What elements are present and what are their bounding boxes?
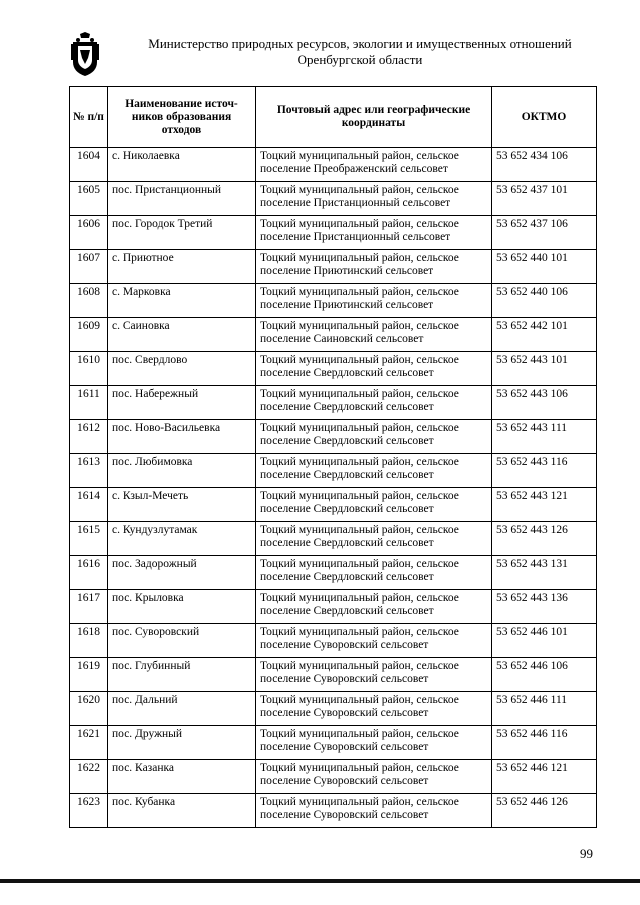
- cell-address: Тоцкий муниципальный район, сельское поселение Пристанционный сельсовет: [256, 216, 492, 250]
- page-number: 99: [580, 846, 593, 861]
- cell-oktmo: 53 652 443 121: [492, 488, 597, 522]
- cell-name: пос. Глубинный: [108, 658, 256, 692]
- cell-address: Тоцкий муниципальный район, сельское поселение Суворовский сельсовет: [256, 624, 492, 658]
- cell-address: Тоцкий муниципальный район, сельское поселение Пристанционный сельсовет: [256, 182, 492, 216]
- cell-address: Тоцкий муниципальный район, сельское поселение Свердловский сельсовет: [256, 420, 492, 454]
- cell-num: 1604: [70, 148, 108, 182]
- table-row: [70, 624, 597, 658]
- cell-num: 1612: [70, 420, 108, 454]
- cell-oktmo: 53 652 443 101: [492, 352, 597, 386]
- cell-name: пос. Любимовка: [108, 454, 256, 488]
- cell-num: 1622: [70, 760, 108, 794]
- cell-address: Тоцкий муниципальный район, сельское поселение Свердловский сельсовет: [256, 454, 492, 488]
- cell-oktmo: 53 652 446 126: [492, 794, 597, 828]
- table-row: [70, 420, 597, 454]
- cell-oktmo: 53 652 437 101: [492, 182, 597, 216]
- ministry-title-line1: Министерство природных ресурсов, экологии и имущественных отношений: [148, 36, 572, 51]
- cell-address: Тоцкий муниципальный район, сельское поселение Свердловский сельсовет: [256, 590, 492, 624]
- table-row: [70, 488, 597, 522]
- cell-name: с. Саиновка: [108, 318, 256, 352]
- cell-num: 1615: [70, 522, 108, 556]
- ministry-title: [110, 36, 610, 68]
- cell-name: пос. Суворовский: [108, 624, 256, 658]
- table-row: [70, 590, 597, 624]
- cell-oktmo: 53 652 443 106: [492, 386, 597, 420]
- cell-num: 1616: [70, 556, 108, 590]
- cell-address: Тоцкий муниципальный район, сельское поселение Свердловский сельсовет: [256, 522, 492, 556]
- cell-address: Тоцкий муниципальный район, сельское поселение Суворовский сельсовет: [256, 726, 492, 760]
- cell-name: пос. Набережный: [108, 386, 256, 420]
- cell-oktmo: 53 652 446 111: [492, 692, 597, 726]
- cell-name: пос. Ново-Васильевка: [108, 420, 256, 454]
- footer-rule: [0, 879, 640, 883]
- table-row: [70, 454, 597, 488]
- cell-name: пос. Казанка: [108, 760, 256, 794]
- cell-address: Тоцкий муниципальный район, сельское поселение Суворовский сельсовет: [256, 794, 492, 828]
- cell-oktmo: 53 652 446 101: [492, 624, 597, 658]
- cell-name: пос. Дружный: [108, 726, 256, 760]
- cell-name: пос. Задорожный: [108, 556, 256, 590]
- cell-num: 1611: [70, 386, 108, 420]
- cell-name: пос. Кубанка: [108, 794, 256, 828]
- cell-name: пос. Крыловка: [108, 590, 256, 624]
- header-name: Наименование источ- ников образования отходов: [108, 87, 256, 148]
- cell-num: 1623: [70, 794, 108, 828]
- cell-num: 1617: [70, 590, 108, 624]
- coat-of-arms-icon: [70, 32, 100, 76]
- table-row: [70, 318, 597, 352]
- cell-name: пос. Городок Третий: [108, 216, 256, 250]
- cell-address: Тоцкий муниципальный район, сельское поселение Преображенский сельсовет: [256, 148, 492, 182]
- header-address: Почтовый адрес или географические координаты: [256, 87, 492, 148]
- table-row: [70, 250, 597, 284]
- cell-num: 1606: [70, 216, 108, 250]
- cell-address: Тоцкий муниципальный район, сельское поселение Приютинский сельсовет: [256, 250, 492, 284]
- cell-name: с. Николаевка: [108, 148, 256, 182]
- cell-num: 1619: [70, 658, 108, 692]
- cell-oktmo: 53 652 446 106: [492, 658, 597, 692]
- cell-address: Тоцкий муниципальный район, сельское поселение Суворовский сельсовет: [256, 658, 492, 692]
- cell-num: 1610: [70, 352, 108, 386]
- cell-address: Тоцкий муниципальный район, сельское поселение Свердловский сельсовет: [256, 488, 492, 522]
- cell-name: с. Приютное: [108, 250, 256, 284]
- cell-num: 1618: [70, 624, 108, 658]
- table-header-row: [70, 87, 597, 148]
- cell-oktmo: 53 652 446 116: [492, 726, 597, 760]
- cell-num: 1614: [70, 488, 108, 522]
- table-row: [70, 148, 597, 182]
- cell-oktmo: 53 652 446 121: [492, 760, 597, 794]
- table-row: [70, 658, 597, 692]
- table-row: [70, 726, 597, 760]
- cell-num: 1607: [70, 250, 108, 284]
- cell-oktmo: 53 652 442 101: [492, 318, 597, 352]
- cell-oktmo: 53 652 440 101: [492, 250, 597, 284]
- table-row: [70, 182, 597, 216]
- cell-address: Тоцкий муниципальный район, сельское поселение Приютинский сельсовет: [256, 284, 492, 318]
- table-row: [70, 352, 597, 386]
- cell-oktmo: 53 652 443 111: [492, 420, 597, 454]
- cell-name: пос. Дальний: [108, 692, 256, 726]
- cell-num: 1605: [70, 182, 108, 216]
- cell-num: 1620: [70, 692, 108, 726]
- cell-num: 1609: [70, 318, 108, 352]
- cell-name: с. Кундузлутамак: [108, 522, 256, 556]
- cell-oktmo: 53 652 434 106: [492, 148, 597, 182]
- cell-name: с. Марковка: [108, 284, 256, 318]
- header-oktmo: ОКТМО: [492, 87, 597, 148]
- cell-oktmo: 53 652 443 136: [492, 590, 597, 624]
- table-row: [70, 794, 597, 828]
- page-header: [70, 32, 570, 76]
- table-row: [70, 522, 597, 556]
- cell-oktmo: 53 652 443 126: [492, 522, 597, 556]
- table-row: [70, 216, 597, 250]
- table-row: [70, 386, 597, 420]
- table-row: [70, 692, 597, 726]
- cell-num: 1621: [70, 726, 108, 760]
- table-row: [70, 760, 597, 794]
- ministry-title-line2: Оренбургской области: [297, 52, 423, 67]
- header-num: № п/п: [70, 87, 108, 148]
- cell-address: Тоцкий муниципальный район, сельское поселение Свердловский сельсовет: [256, 352, 492, 386]
- table-row: [70, 284, 597, 318]
- cell-num: 1608: [70, 284, 108, 318]
- cell-address: Тоцкий муниципальный район, сельское поселение Свердловский сельсовет: [256, 386, 492, 420]
- cell-address: Тоцкий муниципальный район, сельское поселение Саиновский сельсовет: [256, 318, 492, 352]
- cell-num: 1613: [70, 454, 108, 488]
- cell-oktmo: 53 652 443 131: [492, 556, 597, 590]
- waste-sources-table: [69, 86, 597, 828]
- cell-address: Тоцкий муниципальный район, сельское поселение Свердловский сельсовет: [256, 556, 492, 590]
- cell-oktmo: 53 652 437 106: [492, 216, 597, 250]
- cell-oktmo: 53 652 443 116: [492, 454, 597, 488]
- cell-name: пос. Пристанционный: [108, 182, 256, 216]
- table-body: [70, 148, 597, 828]
- table-row: [70, 556, 597, 590]
- cell-address: Тоцкий муниципальный район, сельское поселение Суворовский сельсовет: [256, 760, 492, 794]
- cell-oktmo: 53 652 440 106: [492, 284, 597, 318]
- cell-name: с. Кзыл-Мечеть: [108, 488, 256, 522]
- cell-address: Тоцкий муниципальный район, сельское поселение Суворовский сельсовет: [256, 692, 492, 726]
- cell-name: пос. Свердлово: [108, 352, 256, 386]
